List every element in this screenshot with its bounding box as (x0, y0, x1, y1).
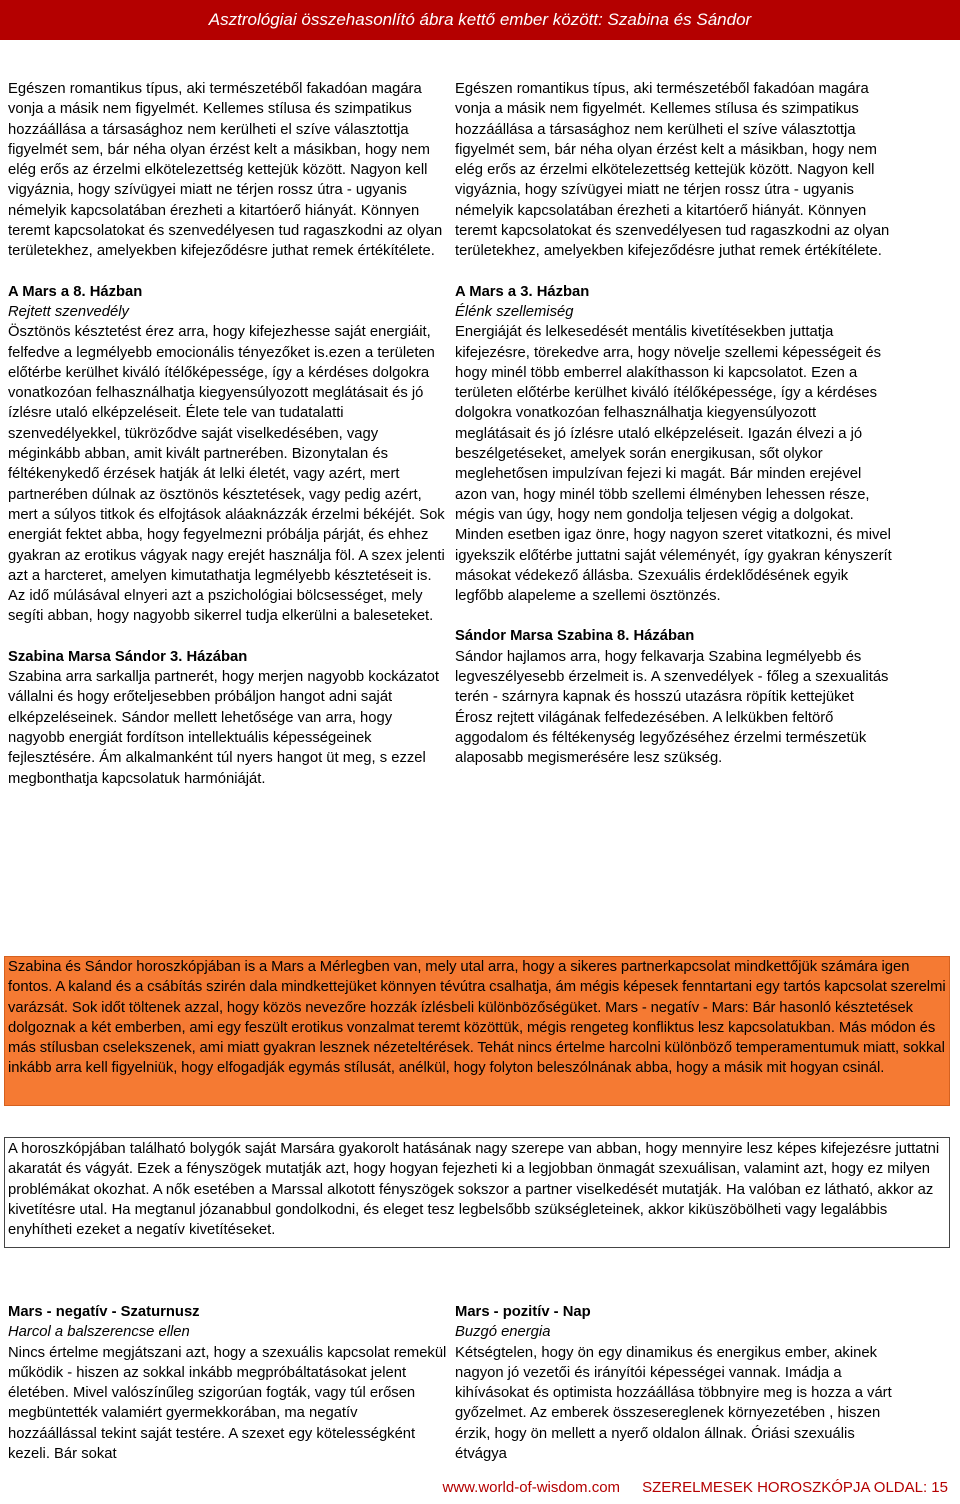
right-intro-text: Egészen romantikus típus, aki természetéből fakadóan magára vonja a másik nem figyelmét. Kellemes stílusa és szimpatikus hozzáállása a társasághoz nem kerülheti el szíve választottja figyelmét sem, bár néha olyan érzést kelt a másikban, hogy nem elég erős az érzelmi elkötelezettség kettejük között. Nagyon kell vigyáznia, hogy szívügyei miatt ne térjen rossz útra - ugyanis némelyik kapcsolatában érezheti a kitartóerő hiányát. Könnyen teremt kapcsolatokat és szenvedélyesen tud ragaszkodni az olyan területekhez, amelyekben kifejeződésre juthat remek értékítélete. (455, 81, 890, 260)
aspect-right-text: Kétségtelen, hogy ön egy dinamikus és energikus ember, akinek nagyon jó vezetői és irányítói képességei vannak. Imádja a kihívásokat és optimista hozzáállása többnyire meg is hozza a várt győzelmet. Az emberek összesereglenek környezetében , hiszen érzik, hogy ön mellett a nyerő oldalon állnak. Óriási szexuális étvágya (455, 1344, 892, 1463)
footer-site-link[interactable]: www.world-of-wisdom.com (442, 1479, 621, 1496)
page-title: Asztrológiai összehasonlító ábra kettő ember között: Szabina és Sándor (208, 10, 752, 29)
aspects-intro-box (4, 1137, 950, 1248)
left-intro-text: Egészen romantikus típus, aki természetéből fakadóan magára vonja a másik nem figyelmét. Kellemes stílusa és szimpatikus hozzáállása a társasághoz nem kerülheti el szíve választottja figyelmét sem, bár néha olyan érzést kelt a másikban, hogy nem elég erős az érzelmi elkötelezettség kettejük között. Nagyon kell vigyáznia, hogy szívügyei miatt ne térjen rossz útra - ugyanis némelyik kapcsolatában érezheti a kitartóerő hiányát. Könnyen teremt kapcsolatokat és szenvedélyesen tud ragaszkodni az olyan területekhez, amelyekben kifejeződésre juthat remek értékítélete. (8, 81, 443, 260)
left-cross-title: Szabina Marsa Sándor 3. Házában (8, 648, 248, 665)
right-mars-house-text: Energiáját és lelkesedését mentális kivetítésekben juttatja kifejezésre, törekedve arra, hogy növelje szellemi képességeit és hogy minél több emberrel alakíthasson ki kapcsolatot. Ezen a területen előtérbe kerülhet kiváló ítélőképessége, így a kérdéses dolgokra vonatkozóan felhasználhatja kiegyensúlyozott meglátásait és jó ízlésre utaló elképzeléseit. Igazán élvezi a jó beszélgetéseket, amelyek során energikusan, sőt olykor meglehetősen impulzívan fejezi ki magát. Bár minden erejével azon van, hogy minél több szellemi élményben lehessen része, mégis van úgy, hogy nem gondolja teljesen végig a dolgokat. Minden esetben igaz önre, hogy nagyon szeret vitatkozni, és mivel igyekszik előtérbe juttatni saját véleményét, így gyakran kényszerít másokat védekező állásba. Szexuális érdeklődésének egyik legfőbb alapeleme a szellemi ösztönzés. (455, 324, 892, 605)
right-cross-title: Sándor Marsa Szabina 8. Házában (455, 628, 695, 645)
aspect-left-text: Nincs értelme megjátszani azt, hogy a szexuális kapcsolat remekül működik - hiszen az sokkal inkább megpróbáltatásokat jelent életében. Mivel valószínűleg szigorúan fogták, vagy túl erősen megbüntették valamiért gyermekkorában, ma negatív hozzáállással tekint saját testére. A szexet egy kötelességként kezeli. Bár sokat (8, 1344, 447, 1463)
left-mars-house-text: Ösztönös késztetést érez arra, hogy kifejezhesse saját energiáit, felfedve a legmélyebb emocionális tényezőket is.ezen a területen előtérbe kerülhet kiváló ítélőképessége, így a kérdéses dolgokra vonatkozóan felhasználhatja kiegyensúlyozott meglátásait és jó ízlésre utaló elképzeléseit. Élete tele van tudatalatti szenvedélyekkel, tükröződve saját viselkedésében, vagy méginkább abban, amit kivált partnerében. Bizonytalan és féltékenykedő érzések hatják át lelki életét, vagy azért, mert partnerében dúlnak az ösztönös késztetések, vagy pedig azért, mert a súlyos titkok és elfojtások aláaknázzák érzelmi békéjét. Sok energiát fektet abba, hogy fegyelmezni próbálja párját, és ehhez gyakran az erotikus vágyak nagy erejét használja föl. A szex jelenti azt a harcteret, amelyen kimutathatja legmélyebb késztetéseit is. Az idő múlásával elnyeri azt a pszichológiai bölcsességet, mely segíti abban, hogy nagyobb sikerrel tudja elkerülni a baleseteket. (8, 324, 445, 625)
aspect-left-title: Mars - negatív - Szaturnusz (8, 1304, 200, 1320)
aspect-left (8, 1302, 448, 1464)
right-cross-text: Sándor hajlamos arra, hogy felkavarja Szabina legmélyebb és legveszélyesebb érzelmeit is. A szenvedélyek - főleg a szexualitás terén - szárnyra kapnak és hosszú utazásra röpítik kettejüket Érosz rejtett világának felfedezésében. A lelkükben feltörő aggodalom és féltékenység legyőzéséhez érzelmi természetük alaposabb megismerésére lesz szükség. (455, 648, 889, 767)
footer-page-label: SZERELMESEK HOROSZKÓPJA OLDAL: 15 (642, 1479, 948, 1496)
aspect-right (455, 1302, 893, 1464)
right-mars-house-title: A Mars a 3. Házban (455, 283, 590, 300)
page-footer (443, 1478, 948, 1498)
left-mars-house-subtitle: Rejtett szenvedély (8, 303, 129, 320)
left-cross-text: Szabina arra sarkallja partnerét, hogy merjen nagyobb kockázatot vállalni és hogy erőteljesebben próbáljon hangot adni saját elképzeléseinek. Sándor mellett lehetősége van arra, hogy nagyobb energiát fordítson intellektuális képességeinek fejlesztésére. Ám alkalmanként túl nyers hangot üt meg, s ezzel megbonthatja kapcsolatuk harmóniáját. (8, 669, 439, 787)
aspect-right-title: Mars - pozitív - Nap (455, 1304, 591, 1320)
left-mars-house-title: A Mars a 8. Házban (8, 283, 143, 300)
aspect-right-subtitle: Buzgó energia (455, 1324, 551, 1341)
mars-comparison-text: Szabina és Sándor horoszkópjában is a Mars a Mérlegben van, mely utal arra, hogy a sikeres partnerkapcsolat mindkettőjük számára igen fontos. A kaland és a csábítás szirén dala mindkettejüket könnyen tévútra csalhatja, ám mégis képesek fenntartani egy tartós kapcsolat szerelmi varázsát. Sok időt töltenek azzal, hogy közös nevezőre hozzák ízlésbeli különbözőségüket. Mars - negatív - Mars: Bár hasonló késztetések dolgoznak a két emberben, ami egy feszült erotikus vonzalmat teremt közöttük, mégis rengeteg konfliktus lesz kapcsolatukban. Más módon és más stílusban cselekszenek, ami miatt gyakran lesznek nézeteltérések. Tehát nincs értelme harcolni különböző temperamentumuk miatt, sokkal inkább arra kell figyelniük, hogy elfogadják egymás stílusát, anélkül, hogy folyton beleszólnának abba, hogy a másik mit hogyan csinál. (8, 959, 946, 1077)
aspect-left-subtitle: Harcol a balszerencse ellen (8, 1324, 190, 1341)
mars-comparison-box (4, 956, 950, 1106)
aspects-intro-text: A horoszkópjában található bolygók saját Marsára gyakorolt hatásának nagy szerepe van abban, hogy mennyire lesz képes kifejezésre juttatni akaratát és vágyát. Ezek a fényszögek mutatják azt, hogy hogyan fejezheti ki a legjobban önmagát szexuálisan, valamint azt, hogy ez milyen problémákat okozhat. A nők esetében a Marssal alkotott fényszögek sokszor a partner viselkedését mutatják. Ha valóban ez látható, akkor az kivetítésre utal. Ha megtanul józanabbul gondolkodni, és eleget tesz legbelsőbb szükségleteinek, akkor kiküszöbölheti vagy legalábbis enyhítheti ezeket a negatív kivetítéseket. (8, 1141, 940, 1239)
right-mars-house-subtitle: Élénk szellemiség (455, 303, 574, 320)
left-column (8, 79, 448, 789)
right-column (455, 79, 893, 769)
